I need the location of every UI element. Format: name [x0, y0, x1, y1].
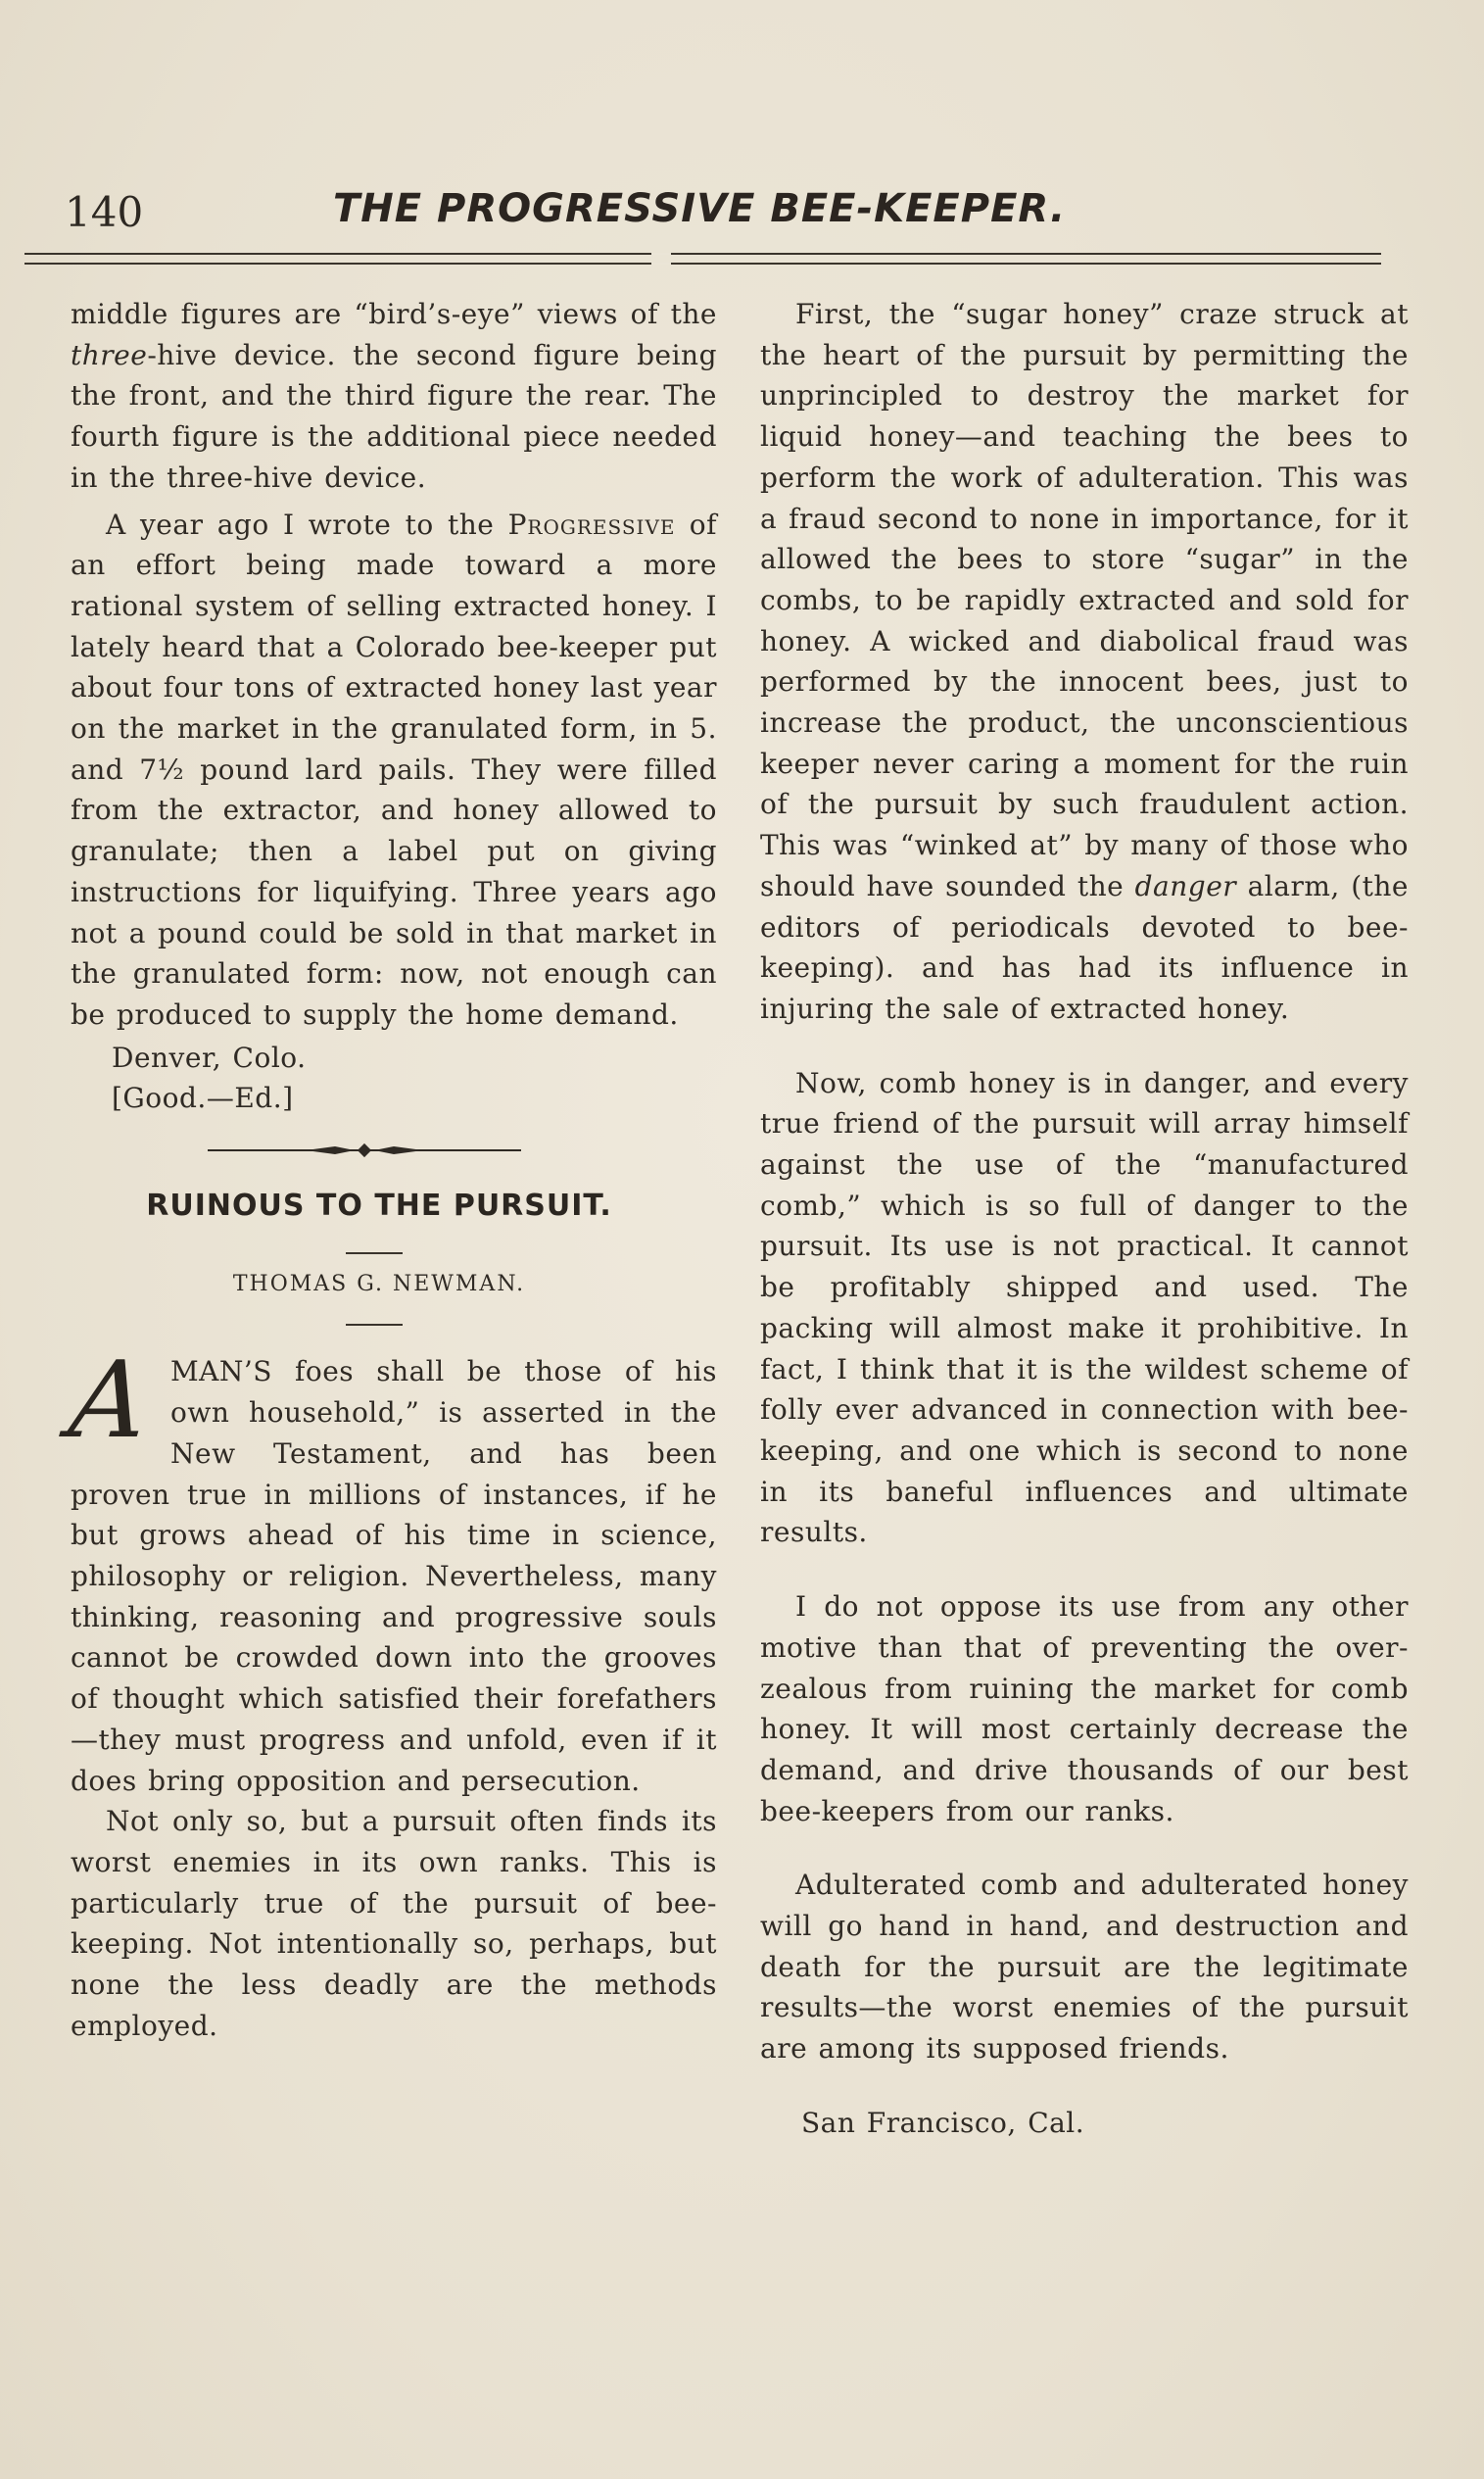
- left-column: [64, 294, 717, 2046]
- journal-title: THE PROGRESSIVE BEE-KEEPER.: [333, 186, 1067, 231]
- paragraph-three-hive-device: middle figures are “bird’s-eye” views of the three-hive device. the second figure being the front, and the third figure the rear. The fourth figure is the additional piece needed in the three-hive device.: [71, 298, 717, 494]
- dateline-san-francisco: San Francisco, Cal.: [801, 2106, 1085, 2139]
- page-number: 140: [65, 188, 144, 236]
- header-rule-bottom: [24, 263, 1381, 265]
- article-title: RUINOUS TO THE PURSUIT.: [146, 1189, 612, 1224]
- article-author: THOMAS G. NEWMAN.: [232, 1271, 526, 1296]
- paragraph-do-not-oppose: I do not oppose its use from any other motive than that of preventing the over-zealous from ruining the market for comb honey. It will most certainly decrease the demand, and drive thousands of our best bee-keepers from our ranks.: [760, 1590, 1409, 1827]
- dateline-denver: Denver, Colo.: [112, 1041, 307, 1074]
- paragraph-granulated-honey: A year ago I wrote to the Progressive of an effort being made toward a more rational system of selling extracted honey. I lately heard that a Colorado bee-keeper put about four tons of extracted honey last year on the market in the granulated form, in 5. and 7½ pound lard pails. They were filled from the extractor, and honey allowed to granulate; then a label put on giving instructions for liquifying. Three years ago not a pound could be sold in that market in the granulated form: now, not enough can be produced to supply the home demand.: [71, 508, 717, 1031]
- author-rule: [346, 1324, 403, 1326]
- paragraph-worst-enemies: Not only so, but a pursuit often finds its worst enemies in its own ranks. This is particularly true of the pursuit of bee-keeping. Not intentionally so, perhaps, but none the less deadly are the methods employed.: [71, 1805, 717, 2042]
- drop-cap-letter: A: [64, 1339, 155, 1463]
- page-header: [59, 174, 1420, 243]
- header-rule-top: [24, 253, 1381, 255]
- ornamental-divider: [71, 1133, 717, 1172]
- right-column: [760, 294, 1409, 2144]
- paragraph-comb-honey-danger: Now, comb honey is in danger, and every true friend of the pursuit will array himself against the use of the “manufactured comb,” which is so full of danger to the pursuit. Its use is not practical. It cannot be profitably shipped and used. The packing will almost make it prohibitive. In fact, I think that it is the wildest scheme of folly ever advanced in connection with bee-keeping, and one which is second to none in its baneful influences and ultimate results.: [760, 1066, 1409, 1549]
- editor-note: [Good.—Ed.]: [112, 1082, 294, 1115]
- title-rule: [346, 1252, 403, 1254]
- paragraph-adulterated-comb: Adulterated comb and adulterated honey will go hand in hand, and destruction and death for the pursuit are the legitimate results—the worst enemies of the pursuit are among its supposed friends.: [760, 1869, 1409, 2066]
- paragraph-sugar-honey: First, the “sugar honey” craze struck at the heart of the pursuit by permitting the unprincipled to destroy the market for liquid honey—and teaching the bees to perform the work of adulteration. This was a fraud second to none in importance, for it allowed the bees to store “sugar” in the combs, to be rapidly extracted and sold for honey. A wicked and diabolical fraud was performed by the innocent bees, just to increase the product, the unconscientious keeper never caring a moment for the ruin of the pursuit by such fraudulent action. This was “winked at” by many of those who should have sounded the danger alarm, (the editors of periodicals devoted to bee-keeping). and has had its influence in injuring the sale of extracted honey.: [760, 298, 1409, 1025]
- paragraph-mans-foes: A MAN’S foes shall be those of his own household,” is asserted in the New Testament, and has been proven true in millions of instances, if he but grows ahead of his time in science, philosophy or religion. Nevertheless, many thinking, reasoning and progressive souls cannot be crowded down into the grooves of thought which satisfied their forefathers—they must progress and unfold, even if it does bring opposition and persecution.: [64, 1339, 717, 1797]
